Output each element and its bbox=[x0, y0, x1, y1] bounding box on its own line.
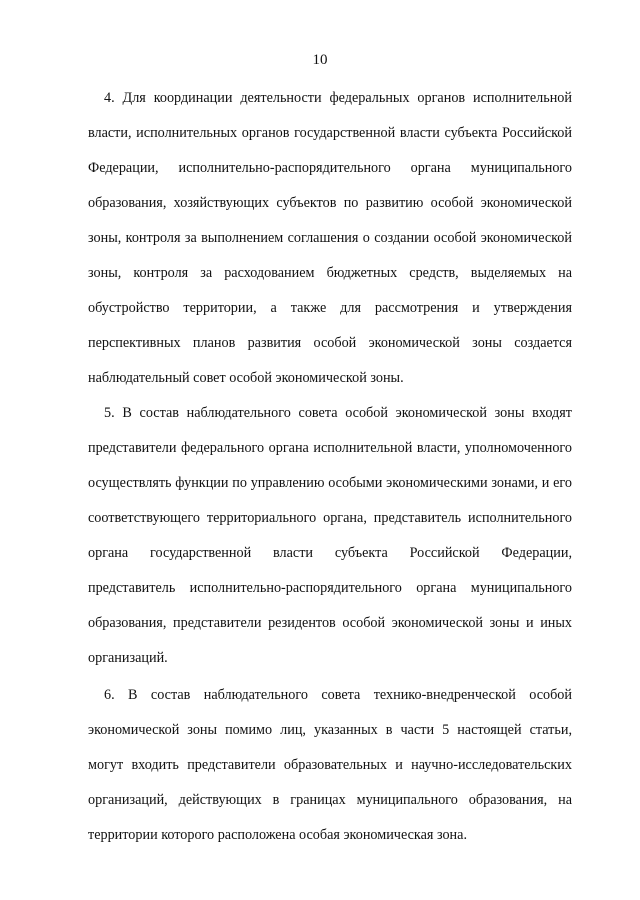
paragraph-6-line-5: территории которого расположена особая экономическая зона. bbox=[88, 827, 467, 843]
paragraph-4-line-9: наблюдательный совет особой экономической зоны. bbox=[88, 370, 404, 386]
paragraph-6-line-3: могут входить представители образовательных и научно-исследовательских bbox=[88, 757, 572, 773]
paragraph-6-line-1: 6. В состав наблюдательного совета технико-внедренческой особой bbox=[104, 687, 572, 703]
paragraph-5-line-2: представители федерального органа исполнительной власти, уполномоченного bbox=[88, 440, 572, 456]
paragraph-5-line-8: организаций. bbox=[88, 650, 168, 666]
paragraph-4-line-8: перспективных планов развития особой экономической зоны создается bbox=[88, 335, 572, 351]
paragraph-4-line-7: обустройство территории, а также для рассмотрения и утверждения bbox=[88, 300, 572, 316]
paragraph-5-line-6: представитель исполнительно-распорядительного органа муниципального bbox=[88, 580, 572, 596]
paragraph-5-line-4: соответствующего территориального органа, представитель исполнительного bbox=[88, 510, 572, 526]
paragraph-4-line-2: власти, исполнительных органов государственной власти субъекта Российской bbox=[88, 125, 572, 141]
paragraph-4-line-6: зоны, контроля за расходованием бюджетных средств, выделяемых на bbox=[88, 265, 572, 281]
paragraph-4-line-5: зоны, контроля за выполнением соглашения о создании особой экономической bbox=[88, 230, 572, 246]
paragraph-4-line-1: 4. Для координации деятельности федеральных органов исполнительной bbox=[104, 90, 572, 106]
paragraph-5-line-3: осуществлять функции по управлению особыми экономическими зонами, и его bbox=[88, 475, 572, 491]
paragraph-5-line-7: образования, представители резидентов особой экономической зоны и иных bbox=[88, 615, 572, 631]
paragraph-5-line-5: органа государственной власти субъекта Российской Федерации, bbox=[88, 545, 572, 561]
paragraph-6-line-4: организаций, действующих в границах муниципального образования, на bbox=[88, 792, 572, 808]
page-number: 10 bbox=[312, 52, 328, 68]
paragraph-6-line-2: экономической зоны помимо лиц, указанных в части 5 настоящей статьи, bbox=[88, 722, 572, 738]
paragraph-5-line-1: 5. В состав наблюдательного совета особой экономической зоны входят bbox=[104, 405, 572, 421]
paragraph-4-line-4: образования, хозяйствующих субъектов по развитию особой экономической bbox=[88, 195, 572, 211]
paragraph-4-line-3: Федерации, исполнительно-распорядительного органа муниципального bbox=[88, 160, 572, 176]
